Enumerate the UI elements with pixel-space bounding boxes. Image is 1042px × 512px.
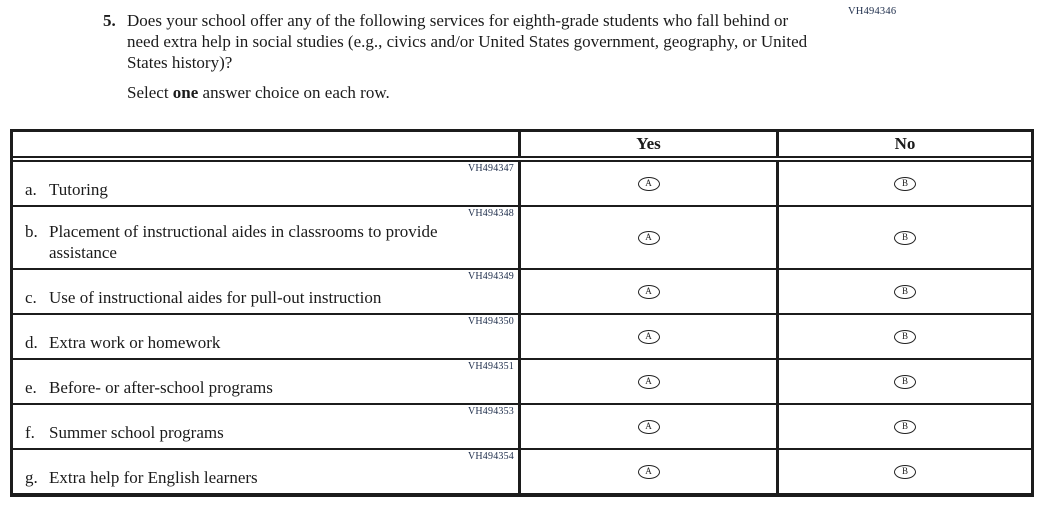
row-label-cell	[13, 315, 518, 358]
column-header-blank	[13, 132, 518, 156]
option-a-bubble[interactable]: A	[638, 231, 660, 245]
row-letter: b.	[25, 222, 38, 241]
row-label-cell	[13, 450, 518, 493]
no-option-cell	[776, 450, 1031, 493]
services-table	[10, 129, 1034, 497]
table-row	[13, 313, 1031, 358]
row-letter: e.	[25, 378, 37, 397]
option-b-bubble[interactable]: B	[894, 465, 916, 479]
row-label-text: Summer school programs	[49, 423, 224, 442]
table-row	[13, 358, 1031, 403]
no-option-cell	[776, 315, 1031, 358]
table-row	[13, 403, 1031, 448]
option-a-bubble[interactable]: A	[638, 285, 660, 299]
row-accession-code: VH494349	[467, 271, 514, 282]
no-option-cell	[776, 405, 1031, 448]
form-accession-code: VH494346	[848, 6, 897, 17]
option-a-bubble[interactable]: A	[638, 375, 660, 389]
yes-option-cell	[518, 405, 776, 448]
option-b-bubble[interactable]: B	[894, 231, 916, 245]
no-option-cell	[776, 270, 1031, 313]
row-label-cell	[13, 162, 518, 205]
option-a-bubble[interactable]: A	[638, 420, 660, 434]
row-letter: f.	[25, 423, 35, 442]
yes-option-cell	[518, 450, 776, 493]
yes-option-cell	[518, 360, 776, 403]
row-label-cell	[13, 207, 518, 268]
row-letter: a.	[25, 180, 37, 199]
row-letter: c.	[25, 288, 37, 307]
row-label-cell	[13, 360, 518, 403]
option-b-bubble[interactable]: B	[894, 375, 916, 389]
row-label-text: Extra work or homework	[49, 333, 221, 352]
yes-option-cell	[518, 270, 776, 313]
row-label-text: Use of instructional aides for pull-out instruction	[49, 288, 382, 307]
table-row	[13, 162, 1031, 205]
row-accession-code: VH494353	[467, 406, 514, 417]
row-label-text: Before- or after-school programs	[49, 378, 273, 397]
row-accession-code: VH494351	[467, 361, 514, 372]
row-letter: g.	[25, 468, 38, 487]
yes-option-cell	[518, 207, 776, 268]
option-b-bubble[interactable]: B	[894, 177, 916, 191]
option-b-bubble[interactable]: B	[894, 330, 916, 344]
table-row	[13, 268, 1031, 313]
row-accession-code: VH494354	[467, 451, 514, 462]
row-label-text: Extra help for English learners	[49, 468, 258, 487]
row-label-text: Tutoring	[49, 180, 108, 199]
option-a-bubble[interactable]: A	[638, 330, 660, 344]
table-body	[13, 162, 1031, 493]
row-accession-code: VH494350	[467, 316, 514, 327]
yes-option-cell	[518, 315, 776, 358]
instruction-prefix: Select	[127, 83, 173, 102]
question-instruction	[127, 82, 827, 103]
instruction-bold-word: one	[172, 83, 199, 102]
row-label-text: Placement of instructional aides in classrooms to provide assistance	[49, 222, 438, 262]
row-label-cell	[13, 270, 518, 313]
row-letter: d.	[25, 333, 38, 352]
no-option-cell	[776, 360, 1031, 403]
row-label-cell	[13, 405, 518, 448]
no-option-cell	[776, 162, 1031, 205]
table-row	[13, 205, 1031, 268]
question-text: Does your school offer any of the following services for eighth-grade students who fall behind or need extra help in social studies (e.g., civics and/or United States government, geography, or United States history)?	[127, 11, 808, 72]
yes-option-cell	[518, 162, 776, 205]
table-row	[13, 448, 1031, 493]
question-number: 5.	[103, 11, 116, 30]
option-a-bubble[interactable]: A	[638, 177, 660, 191]
no-option-cell	[776, 207, 1031, 268]
option-b-bubble[interactable]: B	[894, 420, 916, 434]
instruction-suffix: answer choice on each row.	[198, 83, 390, 102]
table-header-row	[13, 132, 1031, 162]
question-block	[103, 10, 843, 103]
row-accession-code: VH494348	[467, 208, 514, 219]
option-a-bubble[interactable]: A	[638, 465, 660, 479]
row-accession-code: VH494347	[467, 163, 514, 174]
column-header-yes: Yes	[518, 132, 776, 156]
column-header-no: No	[776, 132, 1031, 156]
option-b-bubble[interactable]: B	[894, 285, 916, 299]
